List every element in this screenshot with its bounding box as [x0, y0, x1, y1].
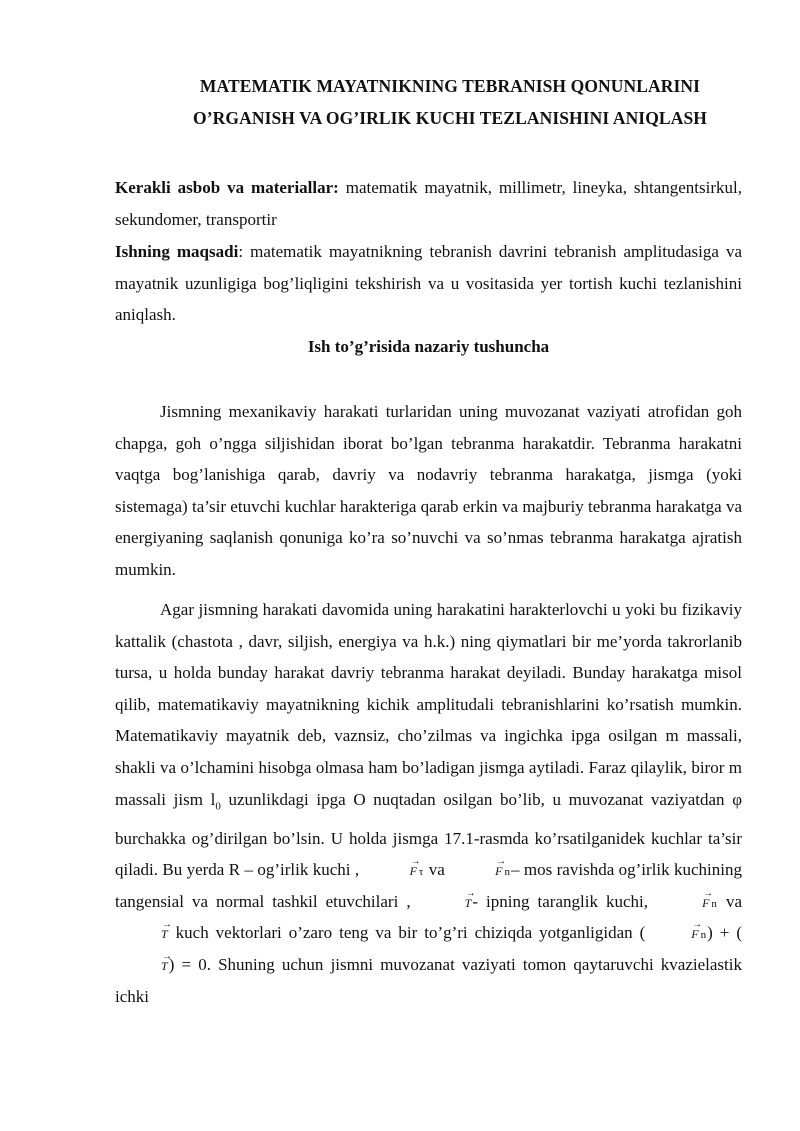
materials-label: Kerakli asbob va materiallar:	[115, 178, 339, 197]
body-p2-end2: ) + (	[707, 923, 742, 943]
vector-t-2: → T	[116, 928, 168, 940]
vector-t-3: → T	[116, 960, 168, 972]
vector-t: → T	[420, 897, 472, 909]
section-title: Ish to’g’risida nazariy tushuncha	[307, 337, 550, 356]
l0-subscript: 0	[215, 799, 221, 812]
aim-paragraph	[115, 236, 742, 331]
vector-f-n-3: → F n	[646, 928, 706, 941]
vector-f-n: → F n	[450, 865, 510, 878]
body-p2-end3: ) = 0. Shuning uchun jismni muvozanat vaziyati tomon qaytaruvchi kvazielastik ichki	[115, 954, 742, 1006]
title-line-2: O’RGANISH VA OG’IRLIK KUCHI TEZLANISHINI ANIQLASH	[193, 108, 707, 128]
body-paragraph-2	[115, 594, 742, 1012]
vector-arrow-icon: →	[496, 856, 507, 868]
body-paragraph-1: Jismning mexanikaviy harakati turlaridan uning muvozanat vaziyati atrofidan goh chapga, goh o’ngga siljishidan iborat bo’lgan tebranma harakatdir. Tebranma harakatni vaqtga bog’lanishiga qarab, davriy va nodavriy tebranma harakatga, jismga (yoki sistemaga) ta’sir etuvchi kuchlar harakteriga qarab erkin va majburiy tebranma harakatga va energiyaning saqlanish qonuniga ko’ra so’nuvchi va so’nmas tebranma harakatga ajratish mumkin.	[115, 402, 742, 579]
aim-label: Ishning maqsadi	[115, 242, 239, 261]
vector-arrow-icon: →	[410, 856, 421, 868]
title-line-1: MATEMATIK MAYATNIKNING TEBRANISH QONUNLARINI	[199, 76, 701, 96]
body-p2-va1: va	[424, 860, 450, 880]
materials-paragraph	[115, 172, 742, 235]
body-p2-cont: uzunlikdagi ipga O nuqtadan osilgan bo’lib, u muvozanat vaziyatdan φ burchakka og’dirilgan bo’lsin. U holda jismga 17.1-rasmda ko’rsatilganidek kuchlar ta’sir qiladi. Bu yerda R – og’irlik kuchi ,	[115, 789, 743, 880]
vector-arrow-icon: →	[162, 950, 172, 962]
vector-f-n-2: → F n	[657, 897, 717, 910]
vector-arrow-icon: →	[703, 887, 714, 899]
body-p2-va2: va	[725, 891, 742, 911]
vector-f-tau: → F τ	[365, 865, 424, 878]
vector-arrow-icon: →	[162, 919, 172, 931]
body-p2-text: Agar jismning harakati davomida uning harakatini harakterlovchi u yoki bu fizikaviy kattalik (chastota , davr, siljish, energiya va h.k.) ning qiymatlari bir me’yorda takrorlanib tursa, u holda bunday harakat davriy tebranma harakat deyiladi. Bunday harakatga misol qilib, matematikaviy mayatnikning kichik amplitudali tebranishlarini ko’rsatish mumkin. Matematikaviy mayatnik deb, vaznsiz, cho’zilmas va ingichka ipga osilgan m massali, shakli va o’lchamini hisobga olmasa ham bo’ladigan jismga aytiladi. Faraz qilaylik, biror m massali jism l	[115, 600, 742, 809]
body-p2-end1: kuch vektorlari o’zaro teng va bir to’g’ri chiziqda yotganligidan (	[168, 923, 646, 943]
vector-arrow-icon: →	[692, 919, 703, 931]
body-p2-mid2: - ipning taranglik kuchi,	[472, 891, 657, 911]
vector-arrow-icon: →	[465, 887, 476, 899]
materials-text: matematik mayatnik, millimetr, lineyka, shtangentsirkul, sekundomer, transportir	[115, 178, 742, 229]
aim-text: : matematik mayatnikning tebranish davrini tebranish amplitudasiga va mayatnik uzunligiga bog’liqligini tekshirish va u vositasida yer tortish kuchi tezlanishini aniqlash.	[115, 242, 742, 325]
body-p2-mid: – mos ravishda og’irlik kuchining tangensial va normal tashkil etuvchilari ,	[115, 860, 743, 911]
